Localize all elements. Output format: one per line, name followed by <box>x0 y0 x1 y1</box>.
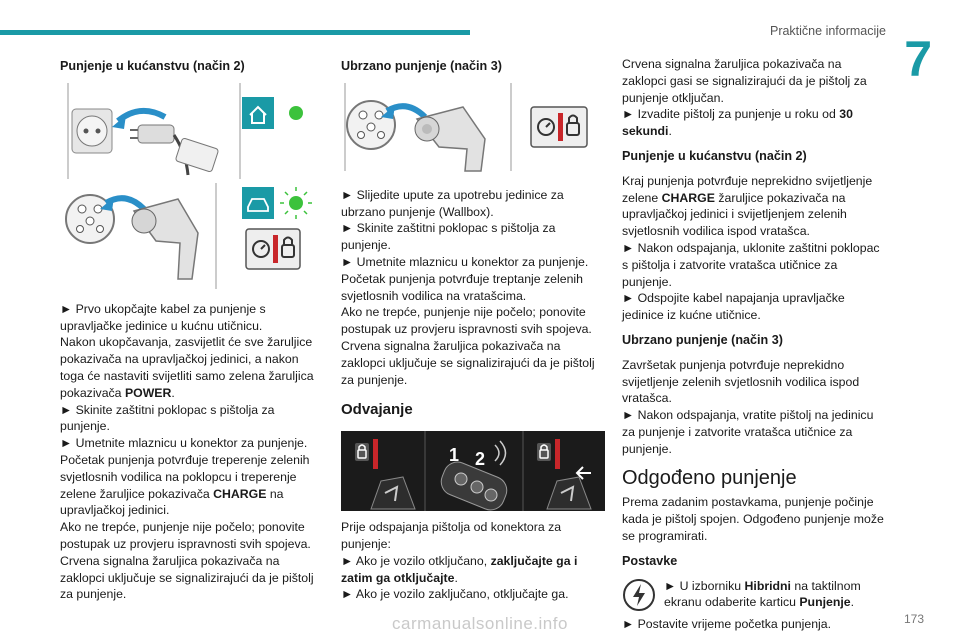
col1-paragraph-3: ► Skinite zaštitni poklopac s pištolja za punjenje. <box>60 402 275 434</box>
key-step-1-label: 1 <box>449 445 460 466</box>
col3-paragraph-3: Kraj punjenja potvrđuje neprekidno svijetljenje zelene CHARGE žaruljice pokazivača na upravljačkoj jedinici i svijetljenjem zelenih svjetlosnih vodilica ispod vratašca. <box>622 173 873 239</box>
col2-paragraph-4: Početak punjenja potvrđuje treptanje zelenih svjetlosnih vodilica na vratašcima. <box>341 271 584 303</box>
header-accent-bar <box>0 30 470 35</box>
col3-paragraph-4: ► Nakon odspajanja, uklonite zaštitni poklopac s pištolja i zatvorite vratašca utičnice za punjenje. <box>622 240 880 289</box>
charging-gun-icon <box>415 107 485 171</box>
running-title: Praktične informacije <box>769 24 886 38</box>
lock-indicator-panel-icon <box>246 229 300 269</box>
lightning-icon <box>622 578 656 612</box>
section-title-delayed-charging: Odgođeno punjenje <box>622 466 797 489</box>
col3-paragraph-1: Crvena signalna žaruljica pokazivača na zaklopci gasi se signalizirajući da je pištolj za punjenje otključan. <box>622 57 867 105</box>
col3-paragraph-8: Prema zadanim postavkama, punjenje počinje kada je pištolj spojen. Odgođeno punjenje može se programirati. <box>622 495 884 543</box>
charging-gun-icon <box>132 199 198 279</box>
col3-paragraph-10: ► Postavite vrijeme početka punjenja. <box>622 616 832 631</box>
col2-paragraph-6: Crvena signalna žaruljica pokazivača na zaklopci uključuje se signalizirajući da je pištolj za punjenje. <box>341 338 595 387</box>
col2-paragraph-5: Ako ne trepće, punjenje nije počelo; ponovite postupak uz provjeru ispravnosti svih spojeva. <box>341 305 592 337</box>
home-charging-diagram <box>60 83 322 295</box>
home-charging-illustration <box>60 83 322 295</box>
chapter-number: 7 <box>904 31 932 87</box>
col2-paragraph-7: Prije odspajanja pištolja od konektora za punjenje: <box>341 520 562 551</box>
lock-indicator-panel-icon <box>531 107 587 147</box>
unlock-diagram <box>341 431 605 511</box>
section-title-settings: Postavke <box>622 553 678 568</box>
col1-paragraph-5: Početak punjenja potvrđuje treperenje zelenih svjetlosnih vodilica na poklopcu i treperenje zelene žaruljice pokazivača CHARGE na upravljačkoj jedinici. <box>60 452 310 518</box>
home-power-indicator-icon <box>242 97 303 129</box>
col3-paragraph-5: ► Odspojite kabel napajanja upravljačke jedinice iz kućne utičnice. <box>622 291 845 323</box>
household-socket-icon <box>72 109 112 153</box>
section-title-home-charging: Punjenje u kućanstvu (način 2) <box>60 59 245 73</box>
section-title-fast-end: Ubrzano punjenje (način 3) <box>622 332 783 347</box>
col2-paragraph-8: ► Ako je vozilo otključano, zaključajte ga i zatim ga otključajte. <box>341 553 578 585</box>
col1-paragraph-2: Nakon ukopčavanja, zasvijetlit će sve žaruljice pokazivača na upravljačkoj jedinici, a nakon toga će nastaviti svijetliti samo zelena žaruljica pokazivača POWER. <box>60 335 314 400</box>
col3-paragraph-9: ► U izborniku Hibridni na taktilnom ekranu odaberite karticu Punjenje. <box>664 578 861 610</box>
column-2 <box>341 58 605 603</box>
settings-instruction <box>622 578 888 616</box>
col2-paragraph-9: ► Ako je vozilo zaključano, otključajte ga. <box>341 587 569 602</box>
page-number: 173 <box>903 612 924 626</box>
household-plug-icon <box>130 125 219 175</box>
column-1 <box>60 58 322 603</box>
section-title-disconnecting: Odvajanje <box>341 401 413 419</box>
key-step-2-label: 2 <box>475 449 486 470</box>
watermark: carmanualsonline.info <box>392 614 568 633</box>
fast-charging-illustration <box>341 83 605 173</box>
fast-charging-diagram <box>341 83 605 173</box>
col3-paragraph-7: ► Nakon odspajanja, vratite pištolj na jedinicu za punjenje i zatvorite vratašca utičnice za punjenje. <box>622 408 874 456</box>
section-title-fast-charging: Ubrzano punjenje (način 3) <box>341 59 502 73</box>
col2-paragraph-1: ► Slijedite upute za upotrebu jedinice za ubrzano punjenje (Wallbox). <box>341 187 564 219</box>
col2-paragraph-2: ► Skinite zaštitni poklopac s pištolja za punjenje. <box>341 221 556 253</box>
column-3 <box>622 56 888 632</box>
col2-paragraph-3: ► Umetnite mlaznicu u konektor za punjenje. <box>341 254 589 269</box>
section-title-home-end: Punjenje u kućanstvu (način 2) <box>622 148 807 163</box>
col1-paragraph-7: Crvena signalna žaruljica pokazivača na zaklopci uključuje se signalizirajući da je pištolj za punjenje. <box>60 553 314 602</box>
col3-paragraph-6: Završetak punjenja potvrđuje neprekidno svijetljenje zelenih svjetlosnih vodilica ispod vratašca. <box>622 357 860 406</box>
col1-paragraph-4: ► Umetnite mlaznicu u konektor za punjenje. <box>60 436 308 451</box>
col1-paragraph-6: Ako ne trepće, punjenje nije počelo; ponovite postupak uz provjeru ispravnosti svih spojeva. <box>60 520 311 551</box>
car-charge-indicator-icon <box>242 187 312 219</box>
col3-paragraph-2: ► Izvadite pištolj za punjenje u roku od 30 sekundi. <box>622 107 853 139</box>
unlock-illustration <box>341 431 605 511</box>
col1-paragraph-1: ► Prvo ukopčajte kabel za punjenje s upravljačke jedinice u kućnu utičnicu. <box>60 301 266 333</box>
